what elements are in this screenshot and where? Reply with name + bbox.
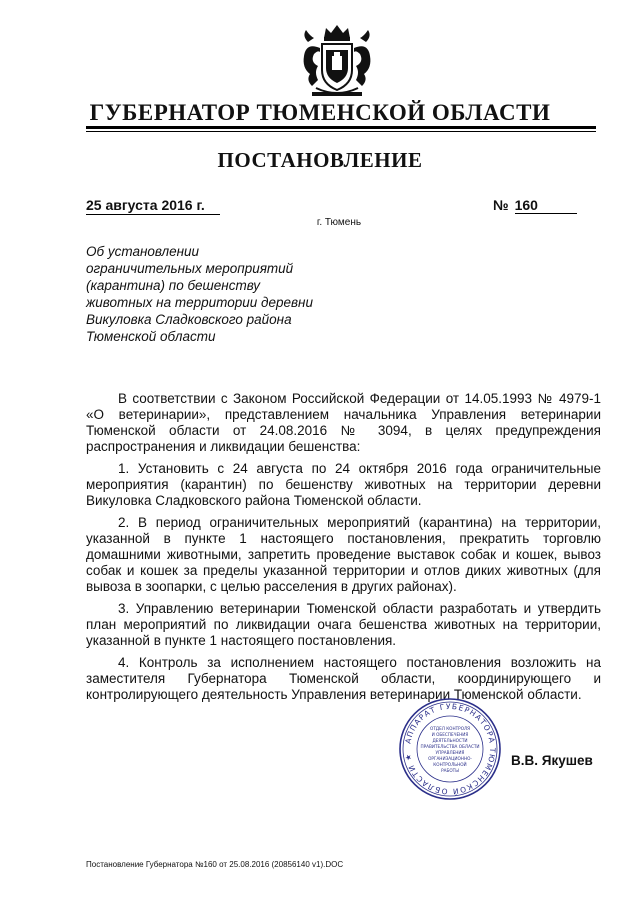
document-city: г. Тюмень [316, 217, 362, 228]
svg-text:УПРАВЛЕНИЯ: УПРАВЛЕНИЯ [435, 750, 465, 755]
file-footer: Постановление Губернатора №160 от 25.08.2016 (20856140 v1).DOC [86, 860, 344, 869]
document-body [86, 391, 601, 709]
svg-text:ПРАВИТЕЛЬСТВА ОБЛАСТИ: ПРАВИТЕЛЬСТВА ОБЛАСТИ [420, 744, 480, 749]
svg-text:РАБОТЫ: РАБОТЫ [441, 768, 459, 773]
subject-line: (карантина) по бешенству [86, 278, 261, 293]
issuer-heading: ГУБЕРНАТОР ТЮМЕНСКОЙ ОБЛАСТИ [89, 100, 551, 125]
svg-text:АППАРАТ ГУБЕРНАТОРА ТЮМЕНСКОЙ: АППАРАТ ГУБЕРНАТОРА ТЮМЕНСКОЙ ОБЛАСТИ ★ [403, 701, 498, 797]
subject-line: животных на территории деревни [86, 295, 313, 310]
header-rule-thin [86, 131, 596, 132]
coat-of-arms-icon [296, 22, 378, 102]
svg-text:ОРГАНИЗАЦИОННО-: ОРГАНИЗАЦИОННО- [428, 756, 472, 761]
header-rule-thick [86, 126, 596, 129]
clause-paragraph: 4. Контроль за исполнением настоящего постановления возложить на заместителя Губернатора Тюменской области, координирующего и контролирующего деятельность Управления ветеринарии Тюменской области. [86, 655, 601, 702]
document-date: 25 августа 2016 г. [86, 197, 220, 215]
subject-line: Тюменской области [86, 329, 216, 344]
subject-line: ограничительных мероприятий [86, 261, 294, 276]
clause-paragraph: 1. Установить с 24 августа по 24 октября 2016 года ограничительные мероприятия (карантин) по бешенству животных на территории деревни Викуловка Сладковского района Тюменской области. [86, 461, 601, 508]
subject-line: Викуловка Сладковского района [86, 312, 292, 327]
official-stamp [398, 697, 502, 801]
preamble-paragraph: В соответствии с Законом Российской Федерации от 14.05.1993 № 4979-1 «О ветеринарии», представлением начальника Управления ветеринарии Тюменской области от 24.08.2016 № 3094, в целях предупреждения распространения и ликвидации бешенства: [86, 391, 601, 454]
signatory-name: В.В. Якушев [511, 753, 593, 768]
subject-line: Об установлении [86, 244, 200, 259]
document-subject [86, 243, 366, 345]
svg-text:ОТДЕЛ КОНТРОЛЯ: ОТДЕЛ КОНТРОЛЯ [429, 726, 471, 731]
clause-paragraph: 3. Управлению ветеринарии Тюменской области разработать и утвердить план мероприятий по ликвидации очага бешенства животных на территории, указанной в пункте 1 настоящего постановления. [86, 601, 601, 648]
clause-paragraph: 2. В период ограничительных мероприятий (карантина) на территории, указанной в пункте 1 настоящего постановления, прекратить торговлю домашними животными, запретить проведение выставок собак и кошек, вывоз собак и кошек за пределы указанной территории и отлов диких животных (для вывоза в зоопарки, с целью расселения в других районах). [86, 515, 601, 594]
number-value: 160 [515, 197, 577, 214]
svg-text:ДЕЯТЕЛЬНОСТИ: ДЕЯТЕЛЬНОСТИ [432, 738, 468, 743]
number-label: № [493, 197, 509, 213]
document-number [493, 197, 577, 214]
svg-text:КОНТРОЛЬНОЙ: КОНТРОЛЬНОЙ [433, 762, 467, 767]
svg-text:И ОБЕСПЕЧЕНИЯ: И ОБЕСПЕЧЕНИЯ [431, 732, 469, 737]
document-type: ПОСТАНОВЛЕНИЕ [217, 148, 423, 172]
